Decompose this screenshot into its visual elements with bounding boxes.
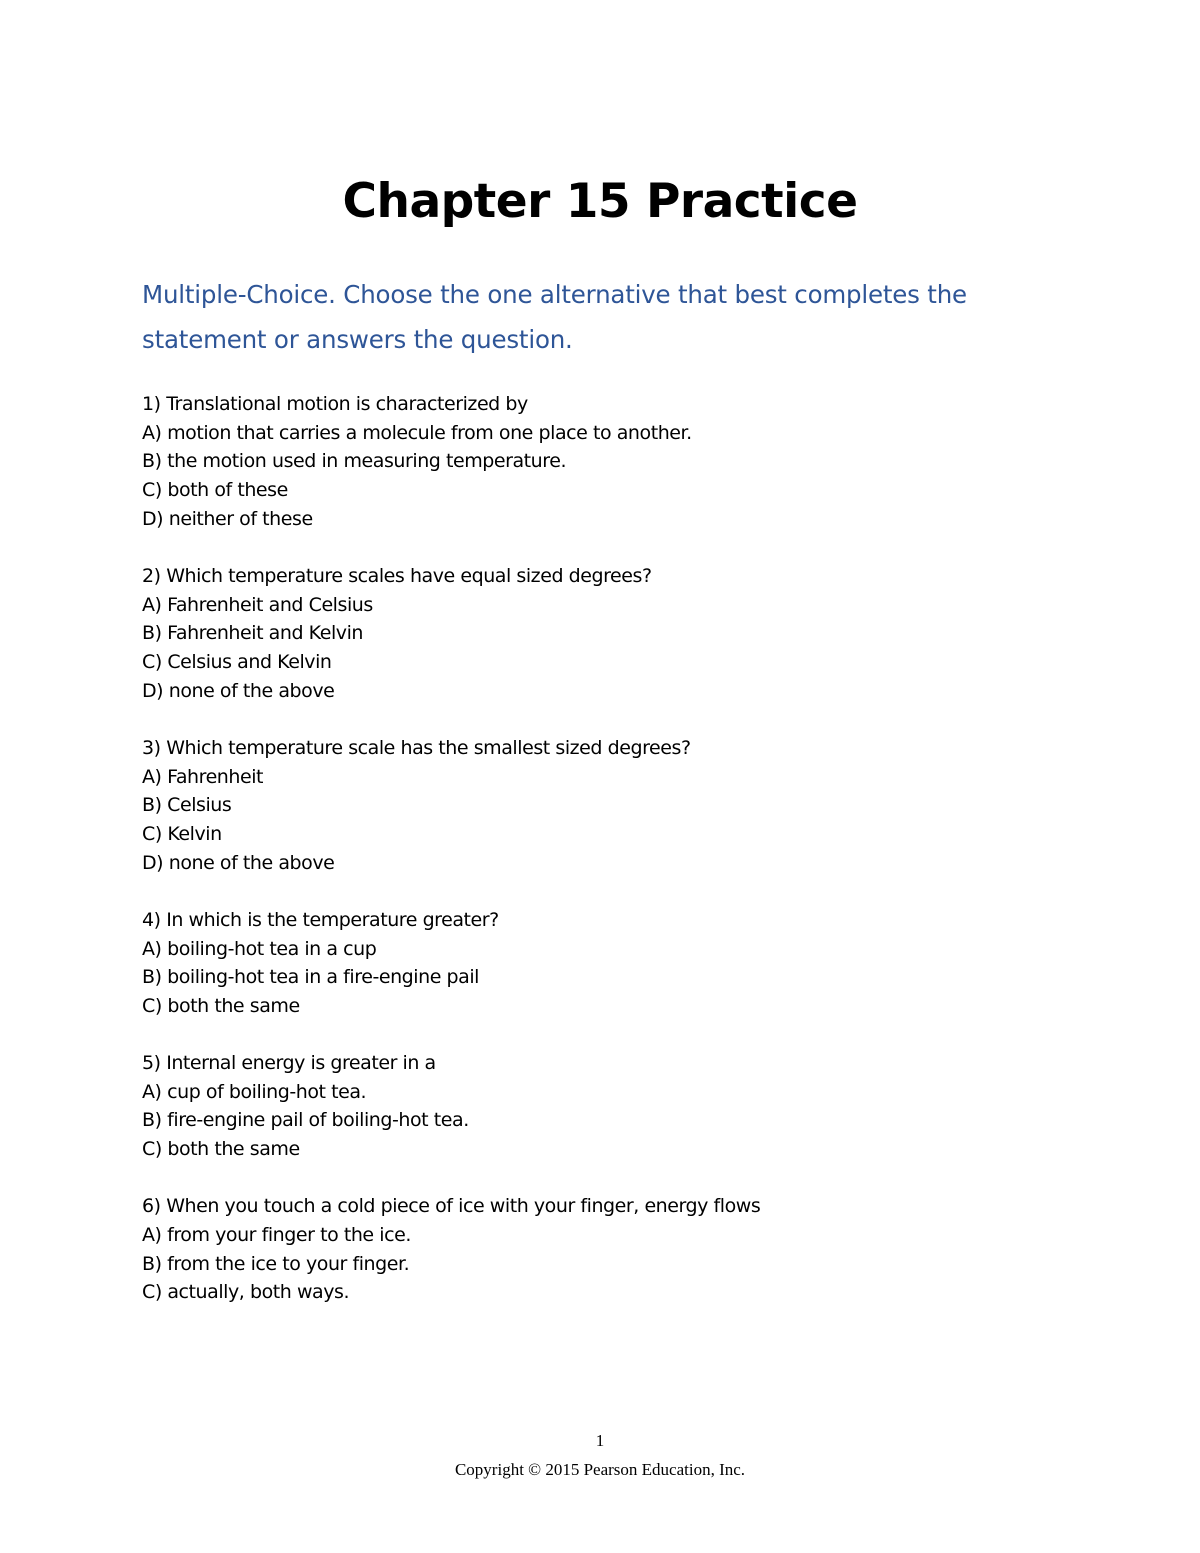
question-stem: 6) When you touch a cold piece of ice with your finger, energy flows — [142, 1195, 761, 1218]
answer-option: C) Celsius and Kelvin — [142, 651, 332, 673]
answer-option: A) motion that carries a molecule from one place to another. — [142, 421, 692, 444]
question-2 — [142, 562, 1062, 705]
question-list — [142, 390, 1062, 1336]
question-5 — [142, 1049, 1062, 1164]
question-stem: 3) Which temperature scale has the smallest sized degrees? — [142, 736, 691, 759]
answer-option: B) boiling-hot tea in a fire-engine pail — [142, 966, 479, 989]
question-stem: 5) Internal energy is greater in a — [142, 1052, 436, 1075]
question-3 — [142, 734, 1062, 877]
answer-option: A) from your finger to the ice. — [142, 1224, 411, 1246]
answer-option: C) Kelvin — [142, 822, 222, 845]
answer-option: B) the motion used in measuring temperature. — [142, 450, 567, 473]
question-6 — [142, 1192, 1062, 1307]
answer-option: B) Celsius — [142, 794, 232, 817]
answer-option: A) boiling-hot tea in a cup — [142, 937, 377, 960]
answer-option: B) fire-engine pail of boiling-hot tea. — [142, 1109, 469, 1132]
answer-option: C) both of these — [142, 479, 288, 502]
copyright-notice: Copyright © 2015 Pearson Education, Inc. — [454, 1460, 746, 1479]
answer-option: A) cup of boiling-hot tea. — [142, 1080, 367, 1103]
page-title: Chapter 15 Practice — [342, 174, 858, 229]
question-stem: 2) Which temperature scales have equal sized degrees? — [142, 564, 652, 587]
answer-option: B) from the ice to your finger. — [142, 1252, 410, 1275]
answer-option: D) none of the above — [142, 679, 335, 702]
answer-option: C) both the same — [142, 994, 300, 1017]
question-1 — [142, 390, 1062, 533]
answer-option: D) neither of these — [142, 507, 313, 530]
answer-option: B) Fahrenheit and Kelvin — [142, 622, 364, 645]
question-stem: 4) In which is the temperature greater? — [142, 908, 499, 931]
answer-option: D) none of the above — [142, 851, 335, 874]
answer-option: A) Fahrenheit and Celsius — [142, 593, 373, 616]
answer-option: C) actually, both ways. — [142, 1281, 350, 1304]
page-number: 1 — [595, 1431, 605, 1450]
instructions-text: Multiple-Choice. Choose the one alternative that best completes the statement or answers the question. — [142, 280, 967, 354]
question-4 — [142, 906, 1062, 1021]
question-stem: 1) Translational motion is characterized by — [142, 393, 528, 415]
answer-option: C) both the same — [142, 1138, 300, 1161]
answer-option: A) Fahrenheit — [142, 765, 264, 788]
